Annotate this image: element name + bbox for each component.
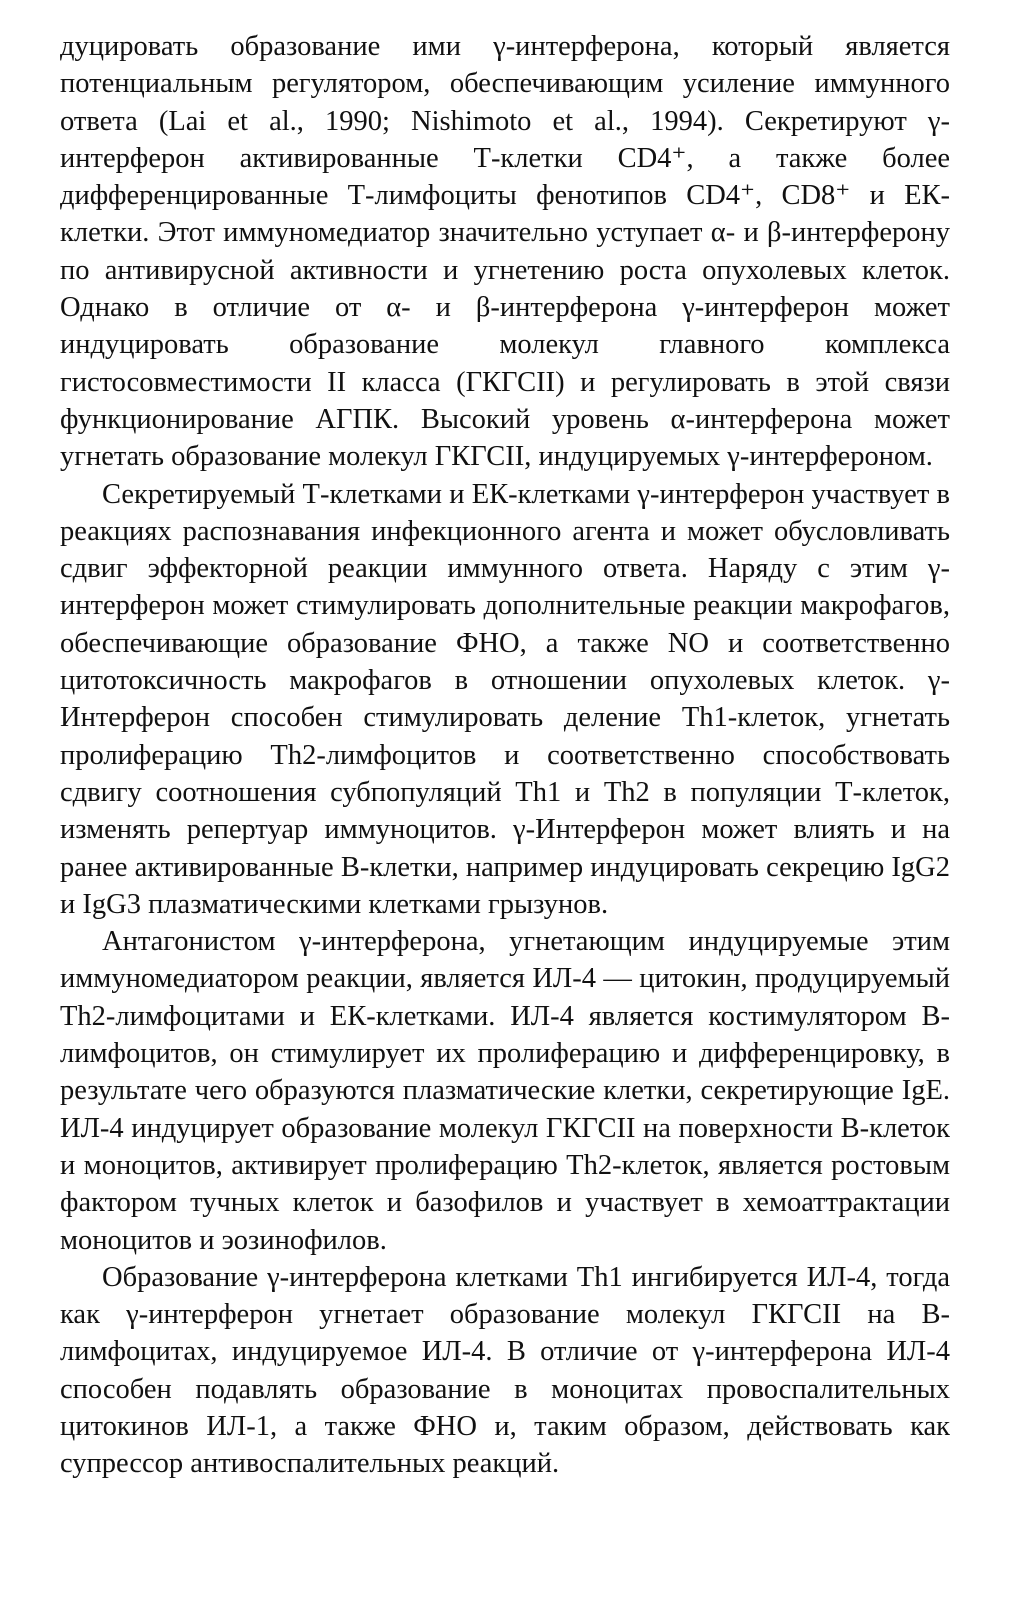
paragraph-1: дуцировать образование ими γ-интерферона, который является потенциальным регулятором, обеспечивающим усиление иммунного ответа (Lai et al., 1990; Nishimoto et al., 1994). Секретируют γ-интерферон активированные Т-клетки CD4⁺, а также более дифференцированные Т-лимфоциты фенотипов CD4⁺, CD8⁺ и ЕК-клетки. Этот иммуномедиатор значительно уступает α- и β-интерферону по антивирусной активности и угнетению роста опухолевых клеток. Однако в отличие от α- и β-интерферона γ-интерферон может индуцировать образование молекул главного комплекса гистосовместимости II класса (ГКГСII) и регулировать в этой связи функционирование АГПК. Высокий уровень α-интерферона может угнетать образование молекул ГКГСII, индуцируемых γ-интерфероном. <box>60 31 950 473</box>
paragraph-4: Образование γ-интерферона клетками Th1 ингибируется ИЛ-4, тогда как γ-интерферон угнетает образование молекул ГКГСII на В-лимфоцитах, индуцируемое ИЛ-4. В отличие от γ-интерферона ИЛ-4 способен подавлять образование в моноцитах провоспалительных цитокинов ИЛ-1, а также ФНО и, таким образом, действовать как супрессор антивоспалительных реакций. <box>60 1261 950 1480</box>
paragraph-3: Антагонистом γ-интерферона, угнетающим индуцируемые этим иммуномедиатором реакции, является ИЛ-4 — цитокин, продуцируемый Th2-лимфоцитами и ЕК-клетками. ИЛ-4 является костимулятором В-лимфоцитов, он стимулирует их пролиферацию и дифференцировку, в результате чего образуются плазматические клетки, секретирующие IgE. ИЛ-4 индуцирует образование молекул ГКГСII на поверхности В-клеток и моноцитов, активирует пролиферацию Th2-клеток, является ростовым фактором тучных клеток и базофилов и участвует в хемоаттрактации моноцитов и эозинофилов. <box>60 926 950 1256</box>
paragraph-2: Секретируемый Т-клетками и ЕК-клетками γ-интерферон участвует в реакциях распознавания инфекционного агента и может обусловливать сдвиг эффекторной реакции иммунного ответа. Наряду с этим γ-интерферон может стимулировать дополнительные реакции макрофагов, обеспечивающие образование ФНО, а также NO и соответственно цитотоксичность макрофагов в отношении опухолевых клеток. γ-Интерферон способен стимулировать деление Th1-клеток, угнетать пролиферацию Th2-лимфоцитов и соответственно способствовать сдвигу соотношения субпопуляций Th1 и Th2 в популяции Т-клеток, изменять репертуар иммуноцитов. γ-Интерферон может влиять и на ранее активированные В-клетки, например индуцировать секрецию IgG2 и IgG3 плазматическими клетками грызунов. <box>60 478 950 920</box>
document-page <box>60 28 950 1483</box>
